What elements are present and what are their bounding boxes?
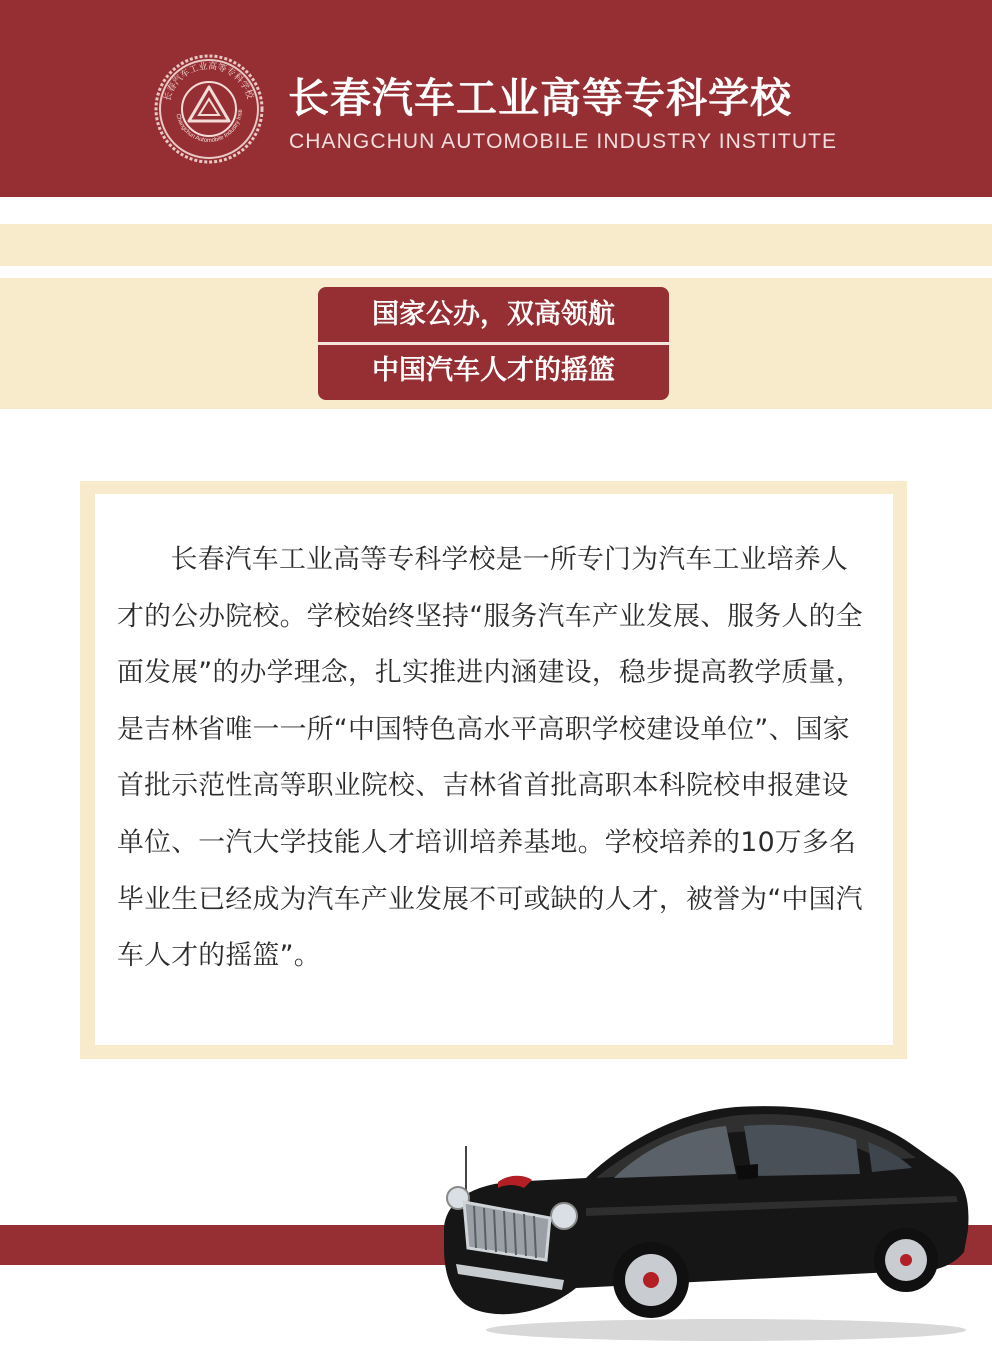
slogan-line-2: 中国汽车人才的摇篮: [372, 355, 615, 386]
limousine-car-icon: [436, 1098, 972, 1343]
slogan-box: [318, 287, 669, 400]
school-name-chinese: 长春汽车工业高等专科学校: [288, 74, 792, 122]
svg-text:长春汽车工业高等专科学校: 长春汽车工业高等专科学校: [162, 61, 255, 103]
svg-text:Changchun Automobile Industry: Changchun Automobile Industry Insti: [174, 109, 245, 145]
intro-panel: [95, 494, 893, 1045]
slogan-line-1: 国家公办，双高领航: [372, 299, 615, 330]
intro-paragraph: 长春汽车工业高等专科学校是一所专门为汽车工业培养人才的公办院校。学校始终坚持“服务汽车产业发展、服务人的全面发展”的办学理念，扎实推进内涵建设，稳步提高教学质量，是吉林省唯一一所“中国特色高水平高职学校建设单位”、国家首批示范性高等职业院校、吉林省首批高职本科院校申报建设单位、一汽大学技能人才培训培养基地。学校培养的10万多名毕业生已经成为汽车产业发展不可或缺的人才，被誉为“中国汽车人才的摇篮”。: [117, 544, 863, 972]
intro-frame: [80, 481, 907, 1059]
header-banner: [0, 0, 992, 197]
cream-band-top: [0, 224, 992, 266]
slogan-divider: [318, 342, 669, 345]
school-name-english: CHANGCHUN AUTOMOBILE INDUSTRY INSTITUTE: [289, 130, 838, 153]
school-emblem-icon: [153, 53, 265, 165]
